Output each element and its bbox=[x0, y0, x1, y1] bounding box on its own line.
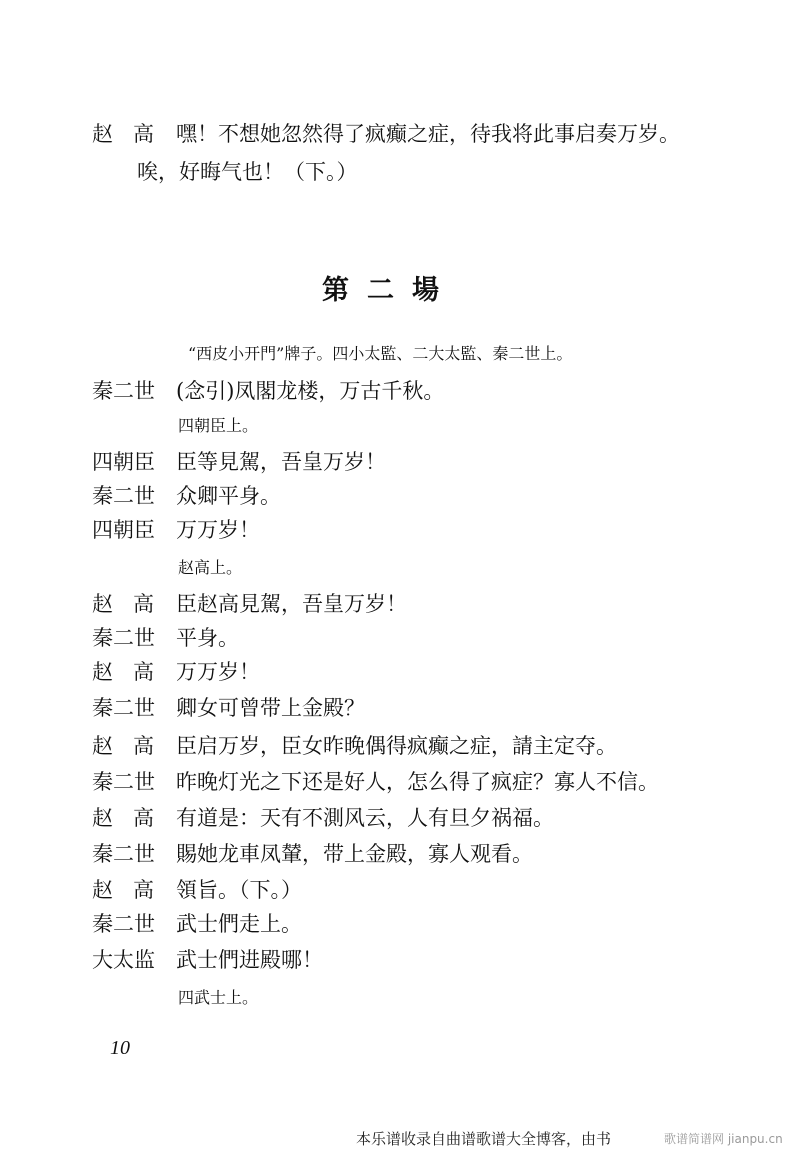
dialogue-line: 有道是：天有不測风云，人有旦夕祸福。 bbox=[176, 806, 554, 830]
dialogue-line: 賜她龙車凤輦，带上金殿，寡人观看。 bbox=[176, 842, 533, 866]
speaker-label: 赵 高 bbox=[92, 734, 154, 758]
dialogue-line: 平身。 bbox=[176, 626, 239, 650]
stage-direction: 四武士上。 bbox=[178, 988, 259, 1007]
speaker-label: 赵 高 bbox=[92, 878, 154, 902]
speaker-label: 赵 高 bbox=[92, 806, 154, 830]
footer-note: 本乐谱收录自曲谱歌谱大全博客，由书 bbox=[356, 1130, 612, 1148]
stage-direction: 四朝臣上。 bbox=[178, 416, 259, 435]
dialogue-line: 嘿！不想她忽然得了疯癫之症，待我将此事启奏万岁。 bbox=[176, 122, 680, 146]
speaker-label: 秦二世 bbox=[92, 770, 155, 794]
dialogue-line: 卿女可曾带上金殿？ bbox=[176, 696, 365, 720]
site-watermark: 歌谱简谱网 jianpu.cn bbox=[664, 1132, 783, 1146]
speaker-label: 四朝臣 bbox=[92, 450, 155, 474]
speaker-label: 秦二世 bbox=[92, 912, 155, 936]
dialogue-line: 万万岁！ bbox=[176, 660, 260, 684]
speaker-label: 赵 高 bbox=[92, 592, 154, 616]
dialogue-line: 臣启万岁，臣女昨晚偶得疯癫之症，請主定夺。 bbox=[176, 734, 617, 758]
dialogue-line: 武士們走上。 bbox=[176, 912, 302, 936]
dialogue-line: 臣赵高見駕，吾皇万岁！ bbox=[176, 592, 407, 616]
speaker-label: 秦二世 bbox=[92, 484, 155, 508]
stage-direction: 赵高上。 bbox=[178, 558, 243, 577]
speaker-label: 赵 高 bbox=[92, 660, 154, 684]
speaker-label: 秦二世 bbox=[92, 842, 155, 866]
dialogue-line: 万万岁！ bbox=[176, 518, 260, 542]
dialogue-line: 众卿平身。 bbox=[176, 484, 281, 508]
dialogue-line: (念引)凤閣龙楼，万古千秋。 bbox=[176, 379, 445, 403]
speaker-label: 大太监 bbox=[92, 948, 155, 972]
speaker-label: 四朝臣 bbox=[92, 518, 155, 542]
dialogue-line: 昨晚灯光之下还是好人，怎么得了疯症？寡人不信。 bbox=[176, 770, 659, 794]
dialogue-line-continued: 唉，好晦气也！（下。） bbox=[137, 160, 358, 184]
page-number: 10 bbox=[110, 1037, 130, 1059]
dialogue-line: 領旨。（下。） bbox=[176, 878, 302, 902]
stage-direction: “西皮小开門”牌子。四小太監、二大太監、秦二世上。 bbox=[188, 344, 573, 363]
speaker-label: 秦二世 bbox=[92, 379, 155, 403]
speaker-label: 秦二世 bbox=[92, 696, 155, 720]
scene-title: 第二場 bbox=[322, 275, 457, 306]
speaker-label: 赵 高 bbox=[92, 122, 154, 146]
dialogue-line: 臣等見駕，吾皇万岁！ bbox=[176, 450, 386, 474]
speaker-label: 秦二世 bbox=[92, 626, 155, 650]
dialogue-line: 武士們进殿哪！ bbox=[176, 948, 323, 972]
